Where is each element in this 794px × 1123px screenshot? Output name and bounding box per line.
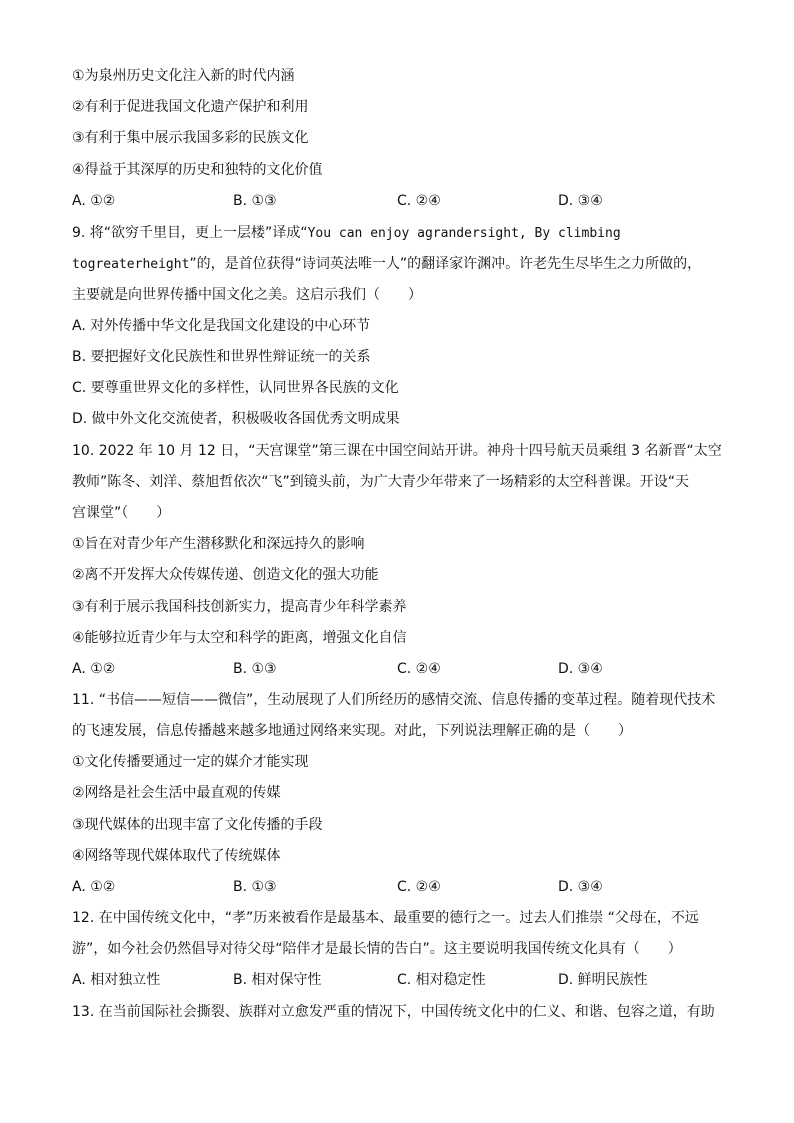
q8-option-c[interactable]: C. ②④: [397, 193, 441, 209]
q8-item-1: ①为泉州历史文化注入新的时代内涵: [72, 68, 295, 84]
q12-stem-line-1: 12. 在中国传统文化中，“孝”历来被看作是最基本、最重要的德行之一。过去人们推崇 “父母在，不远: [72, 910, 699, 926]
q9-stem-text: 9. 将“欲穷千里目，更上一层楼”译成“: [72, 225, 308, 241]
q10-stem-line-1: 10. 2022 年 10 月 12 日，“天宫课堂”第三课在中国空间站开讲。神舟十四号航天员乘组 3 名新晋“太空: [72, 443, 722, 459]
q9-english-quote-1: You can enjoy agrandersight, By climbing: [307, 226, 621, 241]
q11-option-d[interactable]: D. ③④: [558, 879, 603, 895]
q12-stem-line-2: 游”，如今社会仍然倡导对待父母“陪伴才是最长情的告白”。这主要说明我国传统文化具有（ ）: [72, 941, 682, 957]
q11-option-a[interactable]: A. ①②: [72, 879, 116, 895]
q8-option-d[interactable]: D. ③④: [558, 193, 603, 209]
q10-option-b[interactable]: B. ①③: [233, 661, 277, 677]
q12-option-a[interactable]: A. 相对独立性: [72, 972, 161, 988]
q11-item-4: ④网络等现代媒体取代了传统媒体: [72, 848, 281, 864]
q9-stem-line-1: [72, 223, 724, 244]
q9-choice-a[interactable]: A. 对外传播中华文化是我国文化建设的中心环节: [72, 318, 371, 334]
q8-option-a[interactable]: A. ①②: [72, 193, 116, 209]
q12-option-d[interactable]: D. 鲜明民族性: [558, 972, 648, 988]
q11-item-3: ③现代媒体的出现丰富了文化传播的手段: [72, 817, 323, 833]
q10-option-a[interactable]: A. ①②: [72, 661, 116, 677]
q8-item-2: ②有利于促进我国文化遗产保护和利用: [72, 99, 309, 115]
q11-option-c[interactable]: C. ②④: [397, 879, 441, 895]
q12-option-b[interactable]: B. 相对保守性: [233, 972, 322, 988]
q11-option-b[interactable]: B. ①③: [233, 879, 277, 895]
q13-stem-line-1: 13. 在当前国际社会撕裂、族群对立愈发严重的情况下，中国传统文化中的仁义、和谐、包容之道，有助: [72, 1004, 715, 1020]
q9-stem-line-2: [72, 254, 724, 275]
q10-stem-line-3: 宫课堂”（ ）: [72, 505, 171, 521]
q9-stem-line-3: 主要就是向世界传播中国文化之美。这启示我们（ ）: [72, 287, 422, 303]
q10-item-2: ②离不开发挥大众传媒传递、创造文化的强大功能: [72, 567, 379, 583]
q10-item-3: ③有利于展示我国科技创新实力，提高青少年科学素养: [72, 599, 407, 615]
q9-choice-d[interactable]: D. 做中外文化交流使者，积极吸收各国优秀文明成果: [72, 411, 400, 427]
q8-item-4: ④得益于其深厚的历史和独特的文化价值: [72, 162, 323, 178]
q9-stem-text-2: ”的，是首位获得“诗词英法唯一人”的翻译家许渊冲。许老先生尽毕生之力所做的，: [189, 256, 702, 272]
q10-item-4: ④能够拉近青少年与太空和科学的距离，增强文化自信: [72, 630, 407, 646]
q10-item-1: ①旨在对青少年产生潜移默化和深远持久的影响: [72, 536, 365, 552]
q11-item-1: ①文化传播要通过一定的媒介才能实现: [72, 754, 309, 770]
q9-choice-b[interactable]: B. 要把握好文化民族性和世界性辩证统一的关系: [72, 349, 371, 365]
q10-option-d[interactable]: D. ③④: [558, 661, 603, 677]
q8-option-b[interactable]: B. ①③: [233, 193, 277, 209]
q11-stem-line-1: 11. “书信——短信——微信”，生动展现了人们所经历的感情交流、信息传播的变革过程。随着现代技术: [72, 692, 716, 708]
q9-english-quote-2: togreaterheight: [72, 257, 190, 272]
q10-stem-line-2: 教师”陈冬、刘洋、蔡旭哲依次“飞”到镜头前，为广大青少年带来了一场精彩的太空科普课。开设“天: [72, 474, 690, 490]
q11-stem-line-2: 的飞速发展，信息传播越来越多地通过网络来实现。对此，下列说法理解正确的是（ ）: [72, 723, 632, 739]
q12-option-c[interactable]: C. 相对稳定性: [397, 972, 486, 988]
q10-option-c[interactable]: C. ②④: [397, 661, 441, 677]
q8-item-3: ③有利于集中展示我国多彩的民族文化: [72, 130, 309, 146]
q9-choice-c[interactable]: C. 要尊重世界文化的多样性，认同世界各民族的文化: [72, 380, 399, 396]
q11-item-2: ②网络是社会生活中最直观的传媒: [72, 785, 281, 801]
